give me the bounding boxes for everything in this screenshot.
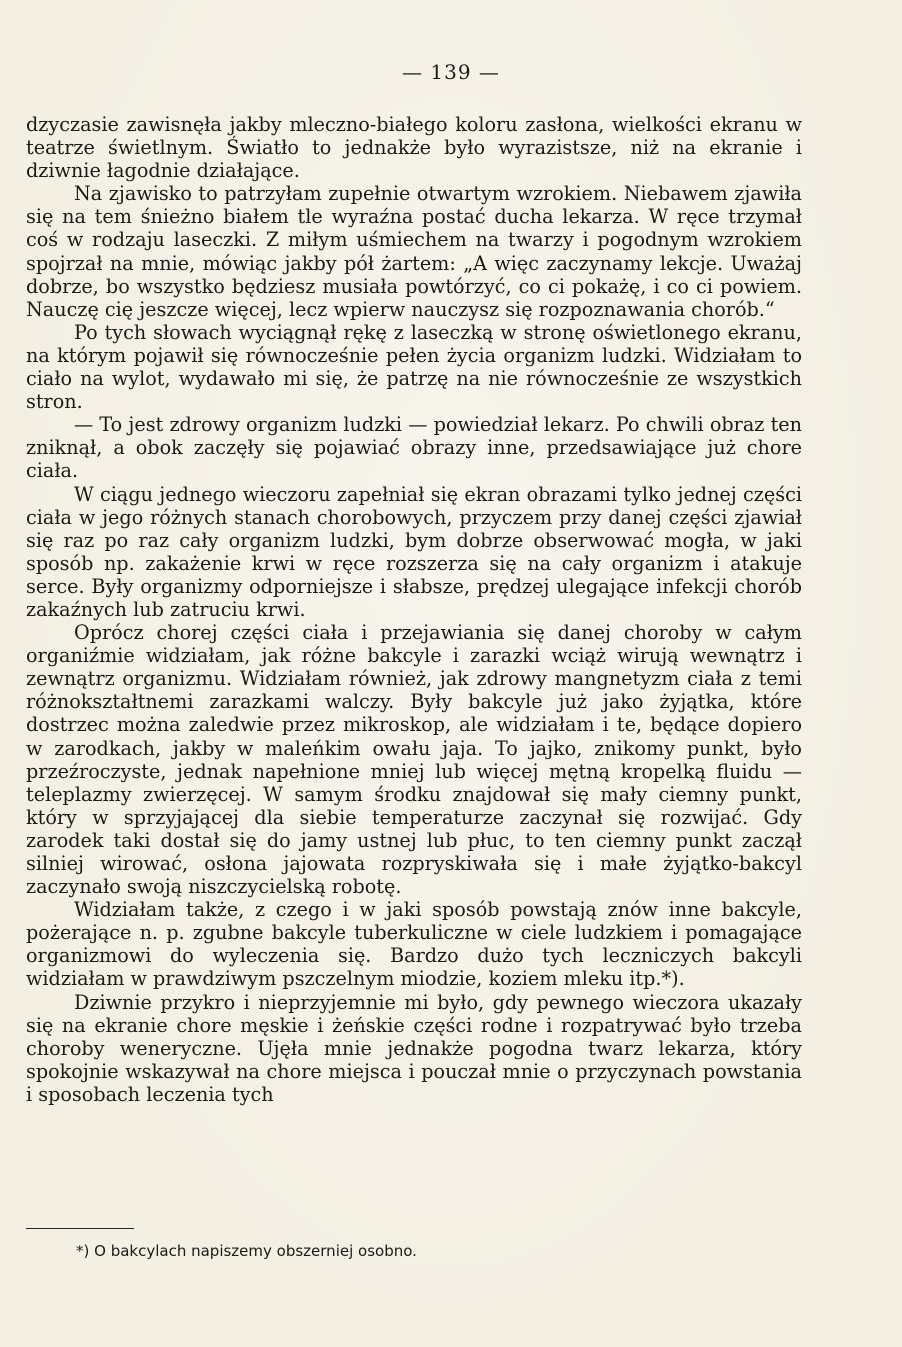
paragraph-3: Po tych słowach wyciągnął rękę z laseczką w stronę oświetlonego ekranu, na którym pojawił się równocześnie pełen życia organizm ludzki. Widziałam to ciało na wylot, wydawało mi się, że patrzę na nie równocześnie ze wszystkich stron.	[26, 320, 802, 414]
main-text	[26, 113, 802, 1106]
page-number-header: — 139 —	[402, 60, 500, 84]
footnote-divider	[26, 1228, 134, 1229]
paragraph-2: Na zjawisko to patrzyłam zupełnie otwartym wzrokiem. Niebawem zjawiła się na tem śnieżno białem tle wyraźna postać ducha lekarza. W ręce trzymał coś w rodzaju laseczki. Z miłym uśmiechem na twarzy i pogodnym wzrokiem spojrzał na mnie, mówiąc jakby pół żartem: „A więc zaczynamy lekcje. Uważaj dobrze, bo wszystko będziesz musiała powtórzyć, co ci pokażę, i co ci powiem. Nauczę cię jeszcze więcej, lecz wpierw nauczysz się rozpoznawania chorób.“	[26, 182, 802, 321]
paragraph-1: dzyczasie zawisnęła jakby mleczno-białego koloru zasłona, wielkości ekranu w teatrze świetlnym. Światło to jednakże było wyrazistsze, niż na ekranie i dziwnie łagodnie działające.	[26, 113, 802, 183]
paragraph-7: Widziałam także, z czego i w jaki sposób powstają znów inne bakcyle, pożerające n. p. zgubne bakcyle tuberkuliczne w ciele ludzkiem i pomagające organizmowi do wyleczenia się. Bardzo dużo tych leczniczych bakcyli widziałam w prawdziwym pszczelnym miodzie, koziem mleku itp.*).	[26, 898, 802, 991]
paragraph-5: W ciągu jednego wieczoru zapełniał się ekran obrazami tylko jednej części ciała w jego różnych stanach chorobowych, przyczem przy danej części zjawiał się raz po raz cały organizm ludzki, bym dobrze obserwować mogła, w jaki sposób np. zakażenie krwi w ręce rozszerza się na cały organizm i atakuje serce. Były organizmy odporniejsze i słabsze, prędzej ulegające infekcji chorób zakaźnych lub zatruciu krwi.	[26, 482, 802, 621]
paragraph-8: Dziwnie przykro i nieprzyjemnie mi było, gdy pewnego wieczora ukazały się na ekranie chore męskie i żeńskie części rodne i rozpatrywać było trzeba choroby weneryczne. Ujęła mnie jednakże pogodna twarz lekarza, który spokojnie wskazywał na chore miejsca i pouczał mnie o przyczynach powstania i sposobach leczenia tych	[26, 990, 802, 1106]
paragraph-6: Oprócz chorej części ciała i przejawiania się danej choroby w całym organiźmie widziałam, jak różne bakcyle i zarazki wciąż wirują wewnątrz i zewnątrz organizmu. Widziałam również, jak zdrowy mangnetyzm ciała z temi różnokształtnemi zarazkami walczy. Były bakcyle już jako żyjątka, które dostrzec można zaledwie przez mikroskop, ale widziałam i te, będące dopiero w zarodkach, jakby w maleńkim owału jaja. To jajko, znikomy punkt, było przeźroczyste, jednak napełnione mniej lub więcej mętną kropelką fluidu — teleplazmy zwierzęcej. W samym środku znajdował się mały ciemny punkt, który w sprzyjającej dla siebie temperaturze zaczynał się rozwijać. Gdy zarodek taki dostał się do jamy ustnej lub płuc, to ten ciemny punkt zaczął silniej wirować, osłona jajowata rozpryskiwała się i małe żyjątko-bakcyl zaczynało swoją niszczycielską robotę.	[26, 621, 802, 899]
footnote: *) O bakcylach napiszemy obszerniej osobno.	[76, 1242, 417, 1260]
paragraph-4: — To jest zdrowy organizm ludzki — powiedział lekarz. Po chwili obraz ten zniknął, a obok zaczęły się pojawiać obrazy inne, przedsawiające już chore ciała.	[26, 413, 802, 483]
